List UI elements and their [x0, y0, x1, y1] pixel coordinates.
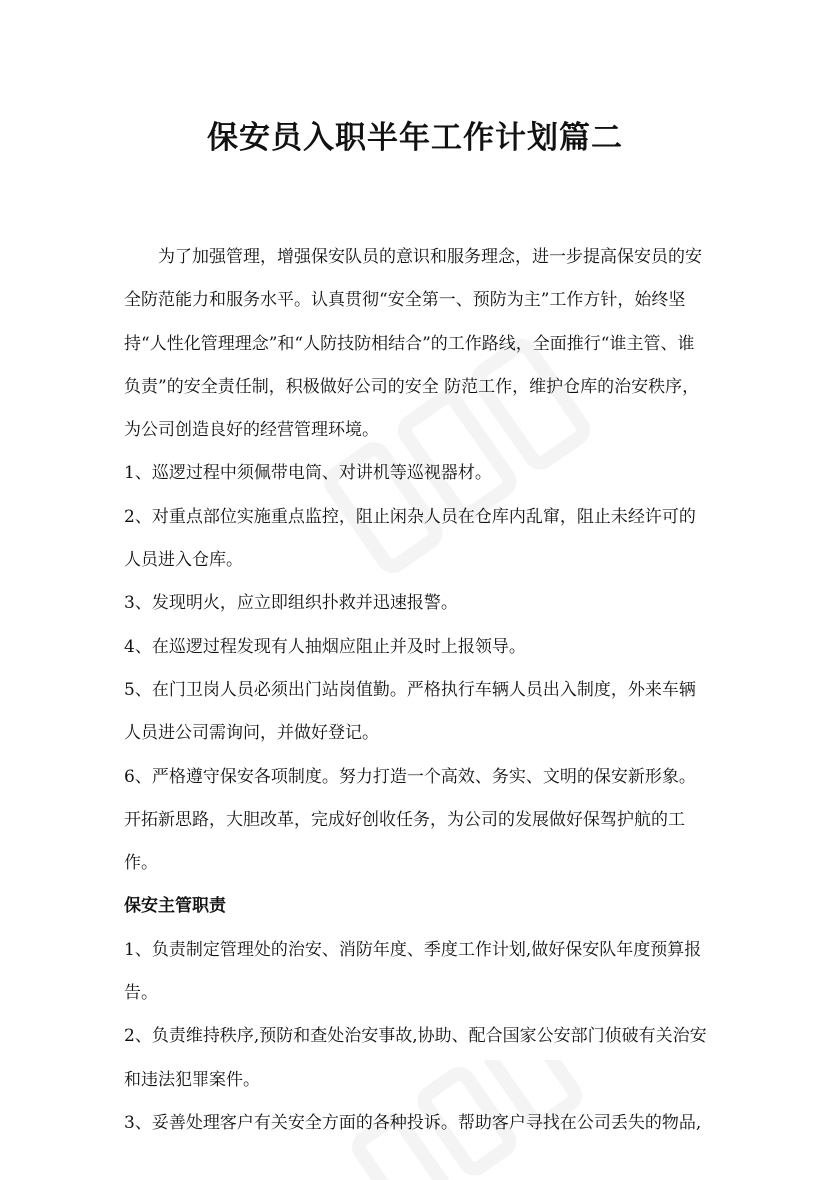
list-item: 1、巡逻过程中须佩带电筒、对讲机等巡视器材。 — [124, 463, 492, 484]
list-item: 4、在巡逻过程发现有人抽烟应阻止并及时上报领导。 — [124, 636, 526, 657]
section-heading: 保安主管职责 — [124, 896, 226, 917]
page-title: 保安员入职半年工作计划篇二 — [207, 120, 623, 156]
list-item: 3、发现明火，应立即组织扑救并迅速报警。 — [124, 593, 458, 614]
list-item: 2、对重点部位实施重点监控，阻止闲杂人员在仓库内乱窜，阻止未经许可的人员进入仓库。 — [124, 506, 696, 571]
duty-item: 3、妥善处理客户有关安全方面的各种投诉。帮助客户寻找在公司丢失的物品, — [124, 1112, 702, 1133]
list-item: 6、严格遵守保安各项制度。努力打造一个高效、务实、文明的保安新形象。开拓新思路，大胆改革，完成好创收任务，为公司的发展做好保驾护航的工作。 — [124, 766, 696, 874]
duty-item: 2、负责维持秩序,预防和查处治安事故,协助、配合国家公安部门侦破有关治安和违法犯罪案件。 — [124, 1026, 707, 1090]
intro-paragraph: 为了加强管理，增强保安队员的意识和服务理念，进一步提高保安员的安全防范能力和服务水平。认真贯彻“安全第一、预防为主”工作方针，始终坚持“人性化管理理念”和“人防技防相结合”的工作路线，全面推行“谁主管、谁负责”的安全责任制，积极做好公司的安全 防范工作，维护仓库的治安秩序，为公司创造良好的经营管理环境。 — [124, 247, 702, 441]
list-item: 5、在门卫岗人员必须出门站岗值勤。严格执行车辆人员出入制度，外来车辆人员进公司需询问，并做好登记。 — [124, 679, 696, 744]
document-body — [124, 236, 708, 1145]
duty-item: 1、负责制定管理处的治安、消防年度、季度工作计划,做好保安队年度预算报告。 — [124, 939, 702, 1004]
